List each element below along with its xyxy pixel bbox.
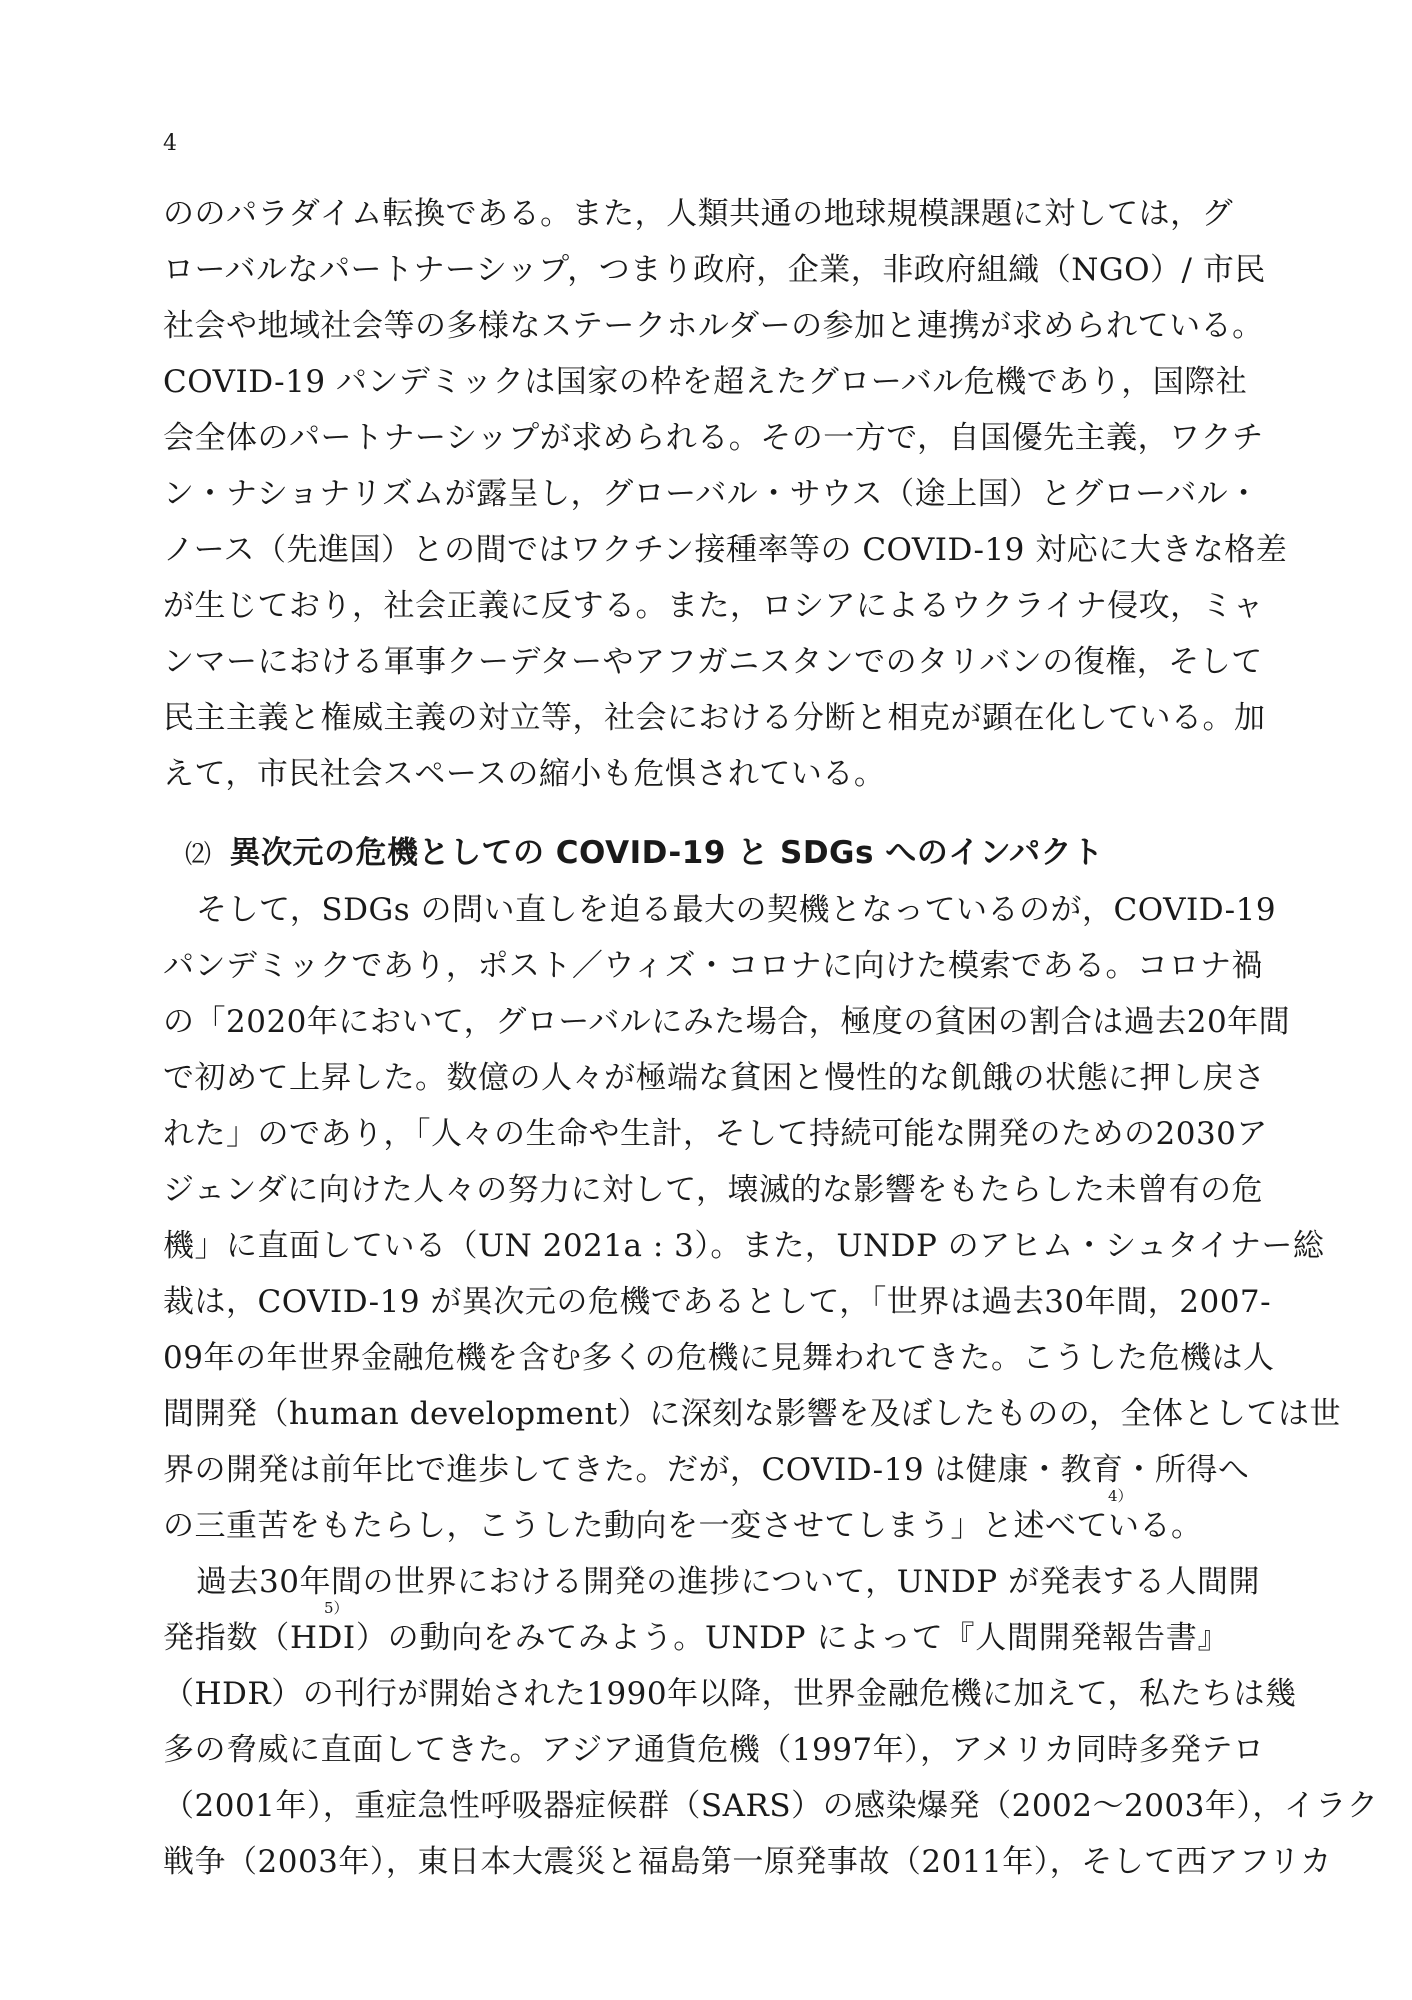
text-line: ンマーにおける軍事クーデターやアフガニスタンでのタリバンの復権，そして: [163, 644, 1263, 680]
text-line: の「2020年において，グローバルにみた場合，極度の貧困の割合は過去20年間: [163, 1004, 1291, 1040]
text-line: 間開発（human development）に深刻な影響を及ぼしたものの，全体としては世: [163, 1396, 1342, 1432]
text-line: 戦争（2003年），東日本大震災と福島第一原発事故（2011年），そして西アフリカ: [163, 1844, 1332, 1880]
text-line: で初めて上昇した。数億の人々が極端な貧困と慢性的な飢餓の状態に押し戻さ: [163, 1060, 1266, 1096]
text-line: が生じており，社会正義に反する。また，ロシアによるウクライナ侵攻，ミャ: [163, 588, 1264, 624]
text-line: 多の脅威に直面してきた。アジア通貨危機（1997年），アメリカ同時多発テロ: [163, 1732, 1265, 1768]
text-line: 界の開発は前年比で進歩してきた。だが，COVID-19 は健康・教育・所得へ: [163, 1452, 1250, 1488]
text-line: 社会や地域社会等の多様なステークホルダーの参加と連携が求められている。: [163, 308, 1264, 344]
text-line: 裁は，COVID-19 が異次元の危機であるとして，「世界は過去30年間，2007-: [163, 1284, 1272, 1320]
text-line: 機」に直面している（UN 2021a : 3）。また，UNDP のアヒム・シュタイナー総: [163, 1228, 1325, 1264]
text-line: COVID-19 パンデミックは国家の枠を超えたグローバル危機であり，国際社: [163, 364, 1248, 400]
section-heading: [185, 825, 1104, 883]
text-line: 過去30年間の世界における開発の進捗について，UNDP が発表する人間開: [196, 1564, 1261, 1600]
text-line: （2001年），重症急性呼吸器症候群（SARS）の感染爆発（2002～2003年），イラク: [163, 1788, 1379, 1824]
text-line: （HDR）の刊行が開始された1990年以降，世界金融危機に加えて，私たちは幾: [163, 1676, 1297, 1712]
text-line: の三重苦をもたらし，こうした動向を一変させてしまう」と述べている。: [163, 1508, 1203, 1544]
text-line: 発指数（HDI）の動向をみてみよう。UNDP によって『人間開発報告書』: [163, 1620, 1229, 1656]
text-line: 会全体のパートナーシップが求められる。その一方で，自国優先主義，ワクチ: [163, 420, 1264, 456]
footnote-marker-5: 5）: [324, 1599, 349, 1617]
text-line: そして，SDGs の問い直しを迫る最大の契機となっているのが，COVID-19: [196, 892, 1277, 928]
text-line: 民主主義と権威主義の対立等，社会における分断と相克が顕在化している。加: [163, 700, 1266, 736]
text-line: パンデミックであり，ポスト／ウィズ・コロナに向けた模索である。コロナ禍: [163, 948, 1264, 984]
footnote-marker-4: 4）: [1108, 1487, 1133, 1505]
section-number: ⑵: [185, 840, 212, 870]
text-line: れた」のであり，「人々の生命や生計，そして持続可能な開発のための2030ア: [163, 1116, 1268, 1152]
text-line: ン・ナショナリズムが露呈し，グローバル・サウス（途上国）とグローバル・: [163, 476, 1260, 512]
text-line: ののパラダイム転換である。また，人類共通の地球規模課題に対しては，グ: [163, 196, 1234, 232]
text-line: えて，市民社会スペースの縮小も危惧されている。: [163, 756, 886, 792]
section-title: 異次元の危機としての COVID-19 と SDGs へのインパクト: [229, 835, 1104, 871]
text-line: ノース（先進国）との間ではワクチン接種率等の COVID-19 対応に大きな格差: [163, 532, 1288, 568]
page-number: 4: [163, 131, 177, 156]
text-line: ローバルなパートナーシップ，つまり政府，企業，非政府組織（NGO）/ 市民: [163, 252, 1266, 288]
text-line: 09年の年世界金融危機を含む多くの危機に見舞われてきた。こうした危機は人: [163, 1340, 1275, 1376]
text-line: ジェンダに向けた人々の努力に対して，壊滅的な影響をもたらした未曾有の危: [163, 1172, 1264, 1208]
